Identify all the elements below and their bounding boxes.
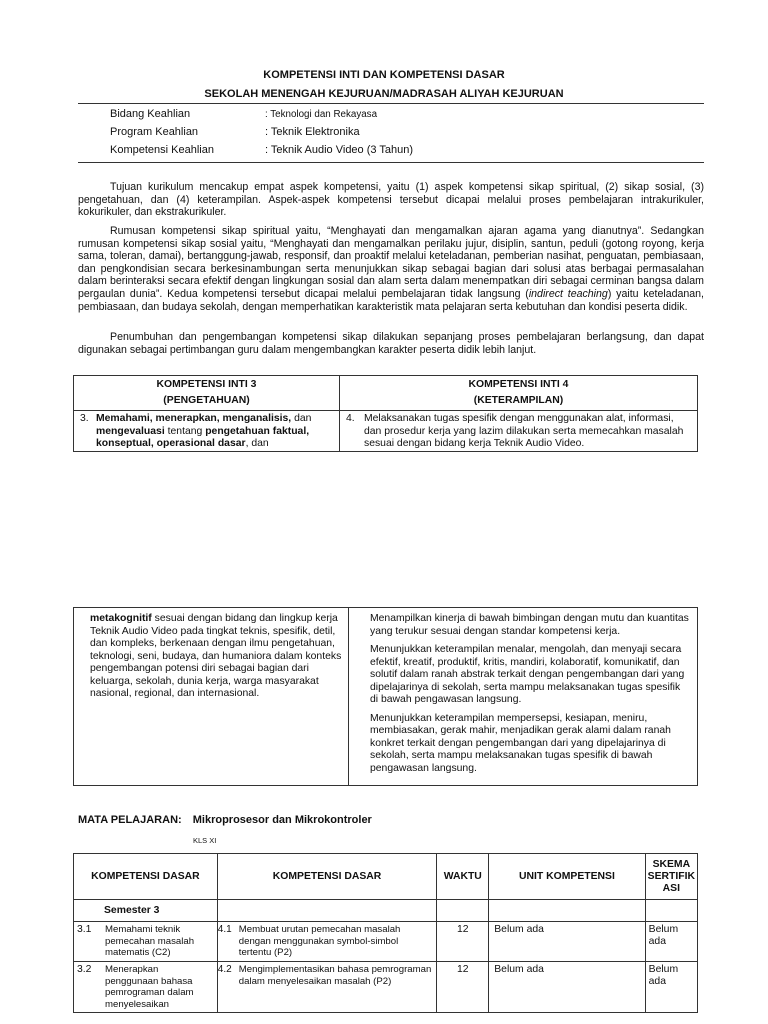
unit-kompetensi-cell: Belum ada bbox=[489, 922, 645, 962]
ki4-continued-para-1: Menampilkan kinerja di bawah bimbingan dengan mutu dan kuantitas yang terukur sesuai dengan standar kompetensi kerja. bbox=[370, 613, 689, 637]
semester-empty-cell bbox=[489, 900, 645, 922]
ki3-header-sub: (PENGETAHUAN) bbox=[163, 395, 250, 406]
kompetensi-dasar-table bbox=[73, 853, 698, 1013]
mata-pelajaran bbox=[78, 814, 372, 826]
kd4-cell bbox=[217, 962, 437, 1013]
ki3-header bbox=[74, 376, 340, 411]
info-value-bidang: : Teknologi dan Rekayasa bbox=[265, 109, 378, 120]
paragraph-rumusan bbox=[78, 225, 704, 313]
kd3-text: Memahami teknik pemecahan masalah matematis (C2) bbox=[105, 924, 195, 958]
kelas-label: KLS XI bbox=[193, 836, 217, 845]
mata-pelajaran-value: Mikroprosesor dan Mikrokontroler bbox=[192, 814, 372, 826]
kompetensi-inti-continued-table bbox=[73, 607, 698, 786]
ki3-text bbox=[96, 413, 333, 451]
ki3-cell bbox=[74, 411, 340, 452]
semester-empty-cell bbox=[437, 900, 489, 922]
header-rule-top bbox=[78, 103, 704, 104]
waktu-cell: 12 bbox=[437, 922, 489, 962]
kompetensi-inti-table bbox=[73, 375, 698, 452]
paragraph-rumusan-text: Rumusan kompetensi sikap spiritual yaitu, “Menghayati dan mengamalkan ajaran agama yang dianutnya”. Sedangkan rumusan kompetensi sikap sosial yaitu, “Menghayati dan mengamalkan perilaku jujur, disiplin, santun, peduli (gotong royong, kerja sama, toleran, damai), bertanggung-jawab, responsif, dan proaktif melalui keteladanan, pemberian nasihat, penguatan, pembiasaan, dan pengkondisian secara berkesinambungan serta menunjukkan sikap sebagai bagian dari solusi atas berbagai permasalahan dalam berinteraksi secara efektif dengan lingkungan sosial dan alam serta dalam menempatkan diri sebagai cerminan bangsa dalam pergaulan dunia”. Kedua kompetensi tersebut dicapai melalui pembelajaran tidak langsung ( bbox=[78, 225, 704, 300]
kd4-cell bbox=[217, 922, 437, 962]
info-value-program: : Teknik Elektronika bbox=[265, 126, 360, 138]
kd4-text: Mengimplementasikan bahasa pemrograman dalam menyelesaikan masalah (P2) bbox=[238, 964, 432, 987]
document-title: KOMPETENSI INTI DAN KOMPETENSI DASAR bbox=[263, 69, 505, 81]
paragraph-tujuan: Tujuan kurikulum mencakup empat aspek kompetensi, yaitu (1) aspek kompetensi sikap spiritual, (2) sikap sosial, (3) pengetahuan, dan (4) keterampilan. Aspek-aspek kompetensi tersebut dicapai melalui proses pembelajaran intrakurikuler, kokurikuler, dan ekstrakurikuler. bbox=[78, 181, 704, 219]
kd4-column-header: KOMPETENSI DASAR bbox=[217, 854, 437, 900]
table-row bbox=[74, 922, 698, 962]
skema-sertifikasi-column-header: SKEMA SERTIFIK ASI bbox=[645, 854, 697, 900]
kd3-text: Menerapkan penggunaan bahasa pemrograman dalam menyelesaikan bbox=[105, 964, 194, 1010]
ki4-cell bbox=[340, 411, 698, 452]
kd3-number: 3.2 bbox=[77, 964, 92, 975]
ki4-text: Melaksanakan tugas spesifik dengan menggunakan alat, informasi, dan prosedur kerja yang lazim dilakukan serta memecahkan masalah sesuai dengan bidang kerja Teknik Audio Video. bbox=[364, 413, 684, 449]
semester-label: Semester 3 bbox=[74, 900, 218, 922]
ki3-bold-2: mengevaluasi bbox=[96, 425, 165, 437]
kd3-cell bbox=[74, 922, 218, 962]
ki4-continued-para-2: Menunjukkan keterampilan menalar, mengolah, dan menyaji secara efektif, kreatif, produktif, kritis, mandiri, kolaboratif, komunikatif, dan solutif dalam ranah abstrak terkait dengan pengembangan dari yang dipelajarinya di sekolah, serta mampu melaksanakan tugas spesifik di bawah pengawasan langsung. bbox=[370, 644, 685, 705]
ki4-continued-para-3: Menunjukkan keterampilan mempersepsi, kesiapan, meniru, membiasakan, gerak mahir, menjadikan gerak alami dalam ranah konkret terkait dengan pengembangan dari yang dipelajarinya di sekolah, serta mampu melaksanakan tugas spesifik di bawah pengawasan langsung. bbox=[370, 712, 671, 774]
waktu-cell: 12 bbox=[437, 962, 489, 1013]
semester-empty-cell bbox=[645, 900, 697, 922]
info-label-kompetensi: Kompetensi Keahlian bbox=[110, 144, 214, 156]
waktu-column-header: WAKTU bbox=[437, 854, 489, 900]
ki3-text-1: dan bbox=[291, 413, 312, 424]
ki4-header-sub: (KETERAMPILAN) bbox=[473, 395, 564, 406]
kd3-cell bbox=[74, 962, 218, 1013]
ki3-header-title: KOMPETENSI INTI 3 bbox=[156, 379, 257, 390]
ki3-text-2: tentang bbox=[164, 425, 206, 437]
paragraph-rumusan-text-end: ) yaitu keteladanan, pembiasaan, dan budaya sekolah, dengan memperhatikan karakteristik mata pelajaran serta kebutuhan dan kondisi peserta didik. bbox=[78, 287, 704, 313]
ki3-text-3: , dan bbox=[245, 438, 269, 449]
kd4-text: Membuat urutan pemecahan masalah dengan menggunakan symbol-simbol tertentu (P2) bbox=[238, 924, 401, 958]
unit-kompetensi-column-header: UNIT KOMPETENSI bbox=[489, 854, 645, 900]
mata-pelajaran-label: MATA PELAJARAN: bbox=[78, 814, 182, 826]
kd4-number: 4.2 bbox=[217, 964, 232, 975]
ki3-number: 3. bbox=[80, 413, 89, 424]
kd4-number: 4.1 bbox=[217, 924, 232, 935]
ki4-continued-cell bbox=[349, 608, 698, 786]
ki3-continued-cell bbox=[74, 608, 349, 786]
info-label-program: Program Keahlian bbox=[110, 126, 199, 138]
skema-cell: Belum ada bbox=[645, 922, 697, 962]
header-rule-bottom bbox=[78, 162, 704, 163]
skema-cell: Belum ada bbox=[645, 962, 697, 1013]
unit-kompetensi-cell: Belum ada bbox=[489, 962, 645, 1013]
ki3-bold-1: Memahami, menerapkan, menganalisis, bbox=[96, 413, 292, 424]
semester-empty-cell bbox=[217, 900, 437, 922]
paragraph-penumbuhan: Penumbuhan dan pengembangan kompetensi sikap dilakukan sepanjang proses pembelajaran berlangsung, dan dapat digunakan sebagai pertimbangan guru dalam mengembangkan karakter peserta didik lebih lanjut. bbox=[78, 331, 704, 356]
kd3-column-header: KOMPETENSI DASAR bbox=[74, 854, 218, 900]
kd3-number: 3.1 bbox=[77, 924, 92, 935]
info-value-kompetensi: : Teknik Audio Video (3 Tahun) bbox=[265, 144, 413, 156]
paragraph-rumusan-italic: indirect teaching bbox=[528, 287, 608, 300]
document-subtitle: SEKOLAH MENENGAH KEJURUAN/MADRASAH ALIYAH KEJURUAN bbox=[204, 88, 564, 100]
ki4-number: 4. bbox=[346, 413, 355, 424]
ki4-header-title: KOMPETENSI INTI 4 bbox=[468, 379, 569, 390]
info-label-bidang: Bidang Keahlian bbox=[110, 108, 191, 120]
ki3-continued-text: sesuai dengan bidang dan lingkup kerja Teknik Audio Video pada tingkat teknis, spesifik, detil, dan kompleks, berkenaan dengan ilmu pengetahuan, teknologi, seni, budaya, dan humaniora dalam konteks pengembangan potensi diri sebagai bagian dari keluarga, sekolah, dunia kerja, warga masyarakat nasional, regional, dan internasional. bbox=[90, 613, 342, 699]
table-row bbox=[74, 962, 698, 1013]
ki4-header bbox=[340, 376, 698, 411]
ki3-bold-3: pengetahuan faktual, konseptual, operasional dasar bbox=[96, 425, 310, 449]
ki3-continued-bold: metakognitif bbox=[90, 613, 152, 624]
